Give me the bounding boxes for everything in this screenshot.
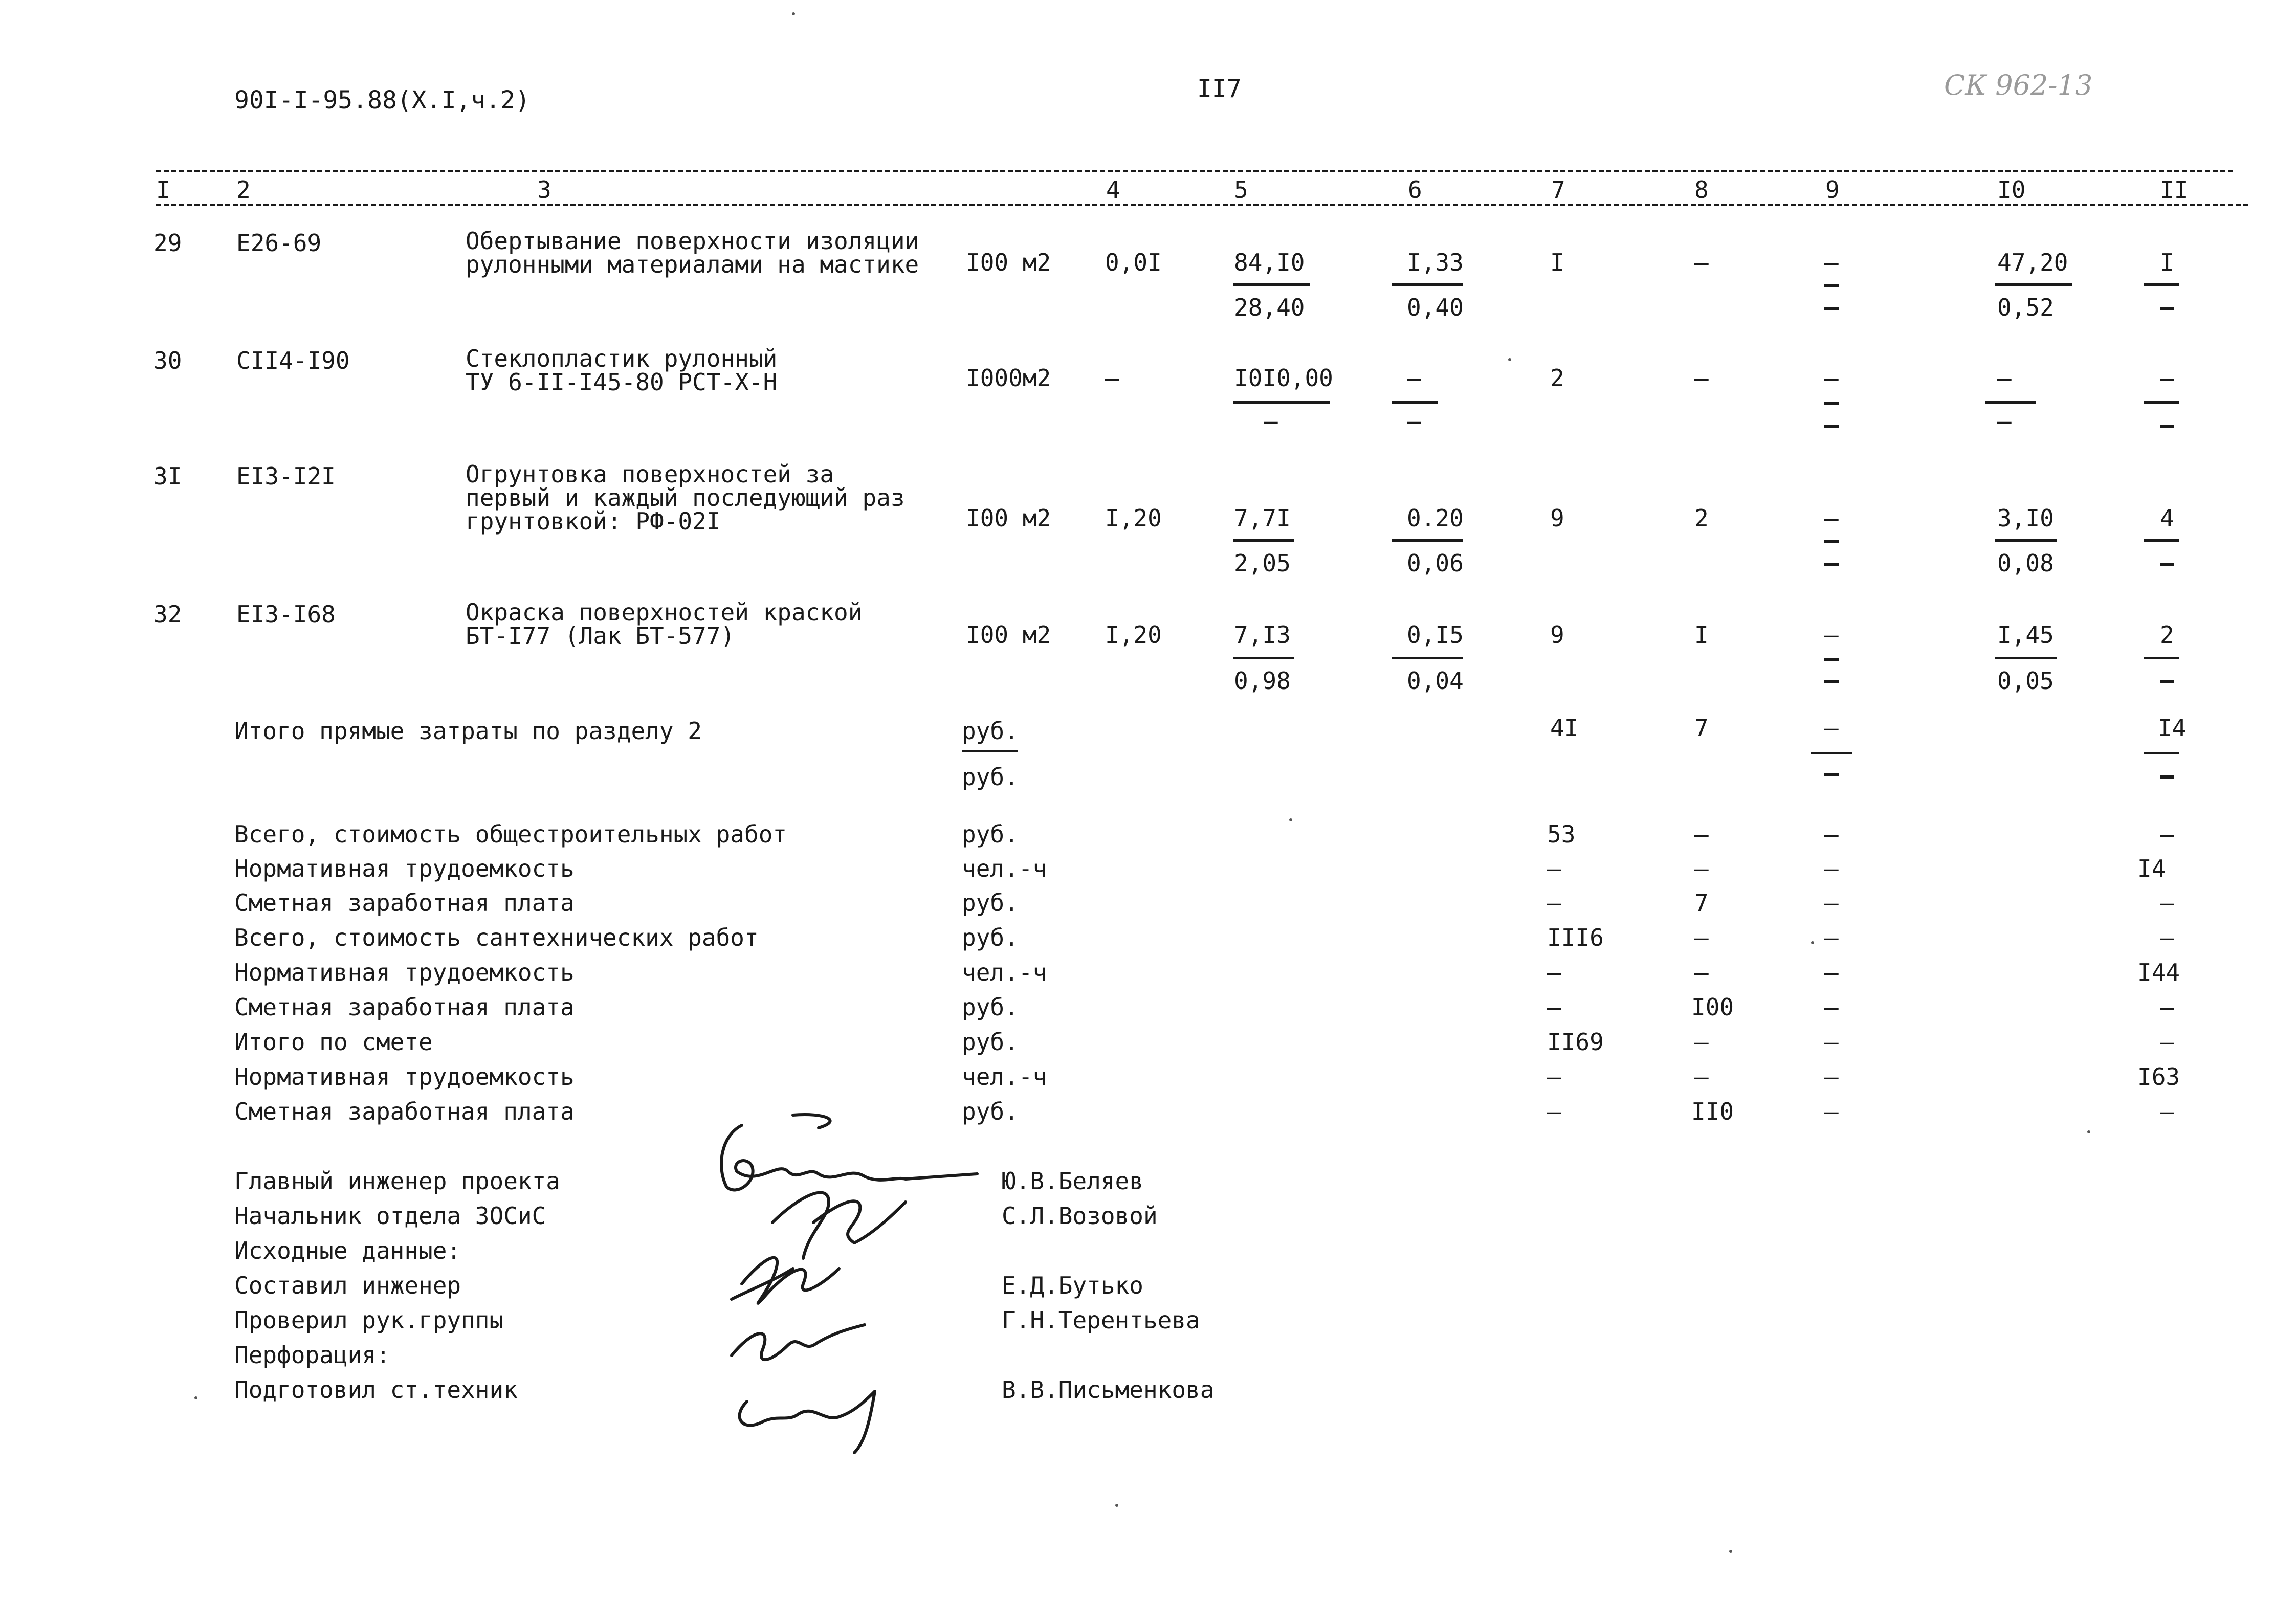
signer-name: С.Л.Возовой <box>1002 1202 1158 1230</box>
summary-unit: чел.-ч <box>962 855 1047 882</box>
signer-name: Г.Н.Терентьева <box>1002 1306 1200 1334</box>
row-number: 3I <box>153 462 182 490</box>
summary-col-9: – <box>1824 1028 1839 1056</box>
total-wage: – <box>1407 407 1421 435</box>
summary-label: Всего, стоимость общестроительных работ <box>234 820 787 848</box>
page-number: II7 <box>1197 75 1242 103</box>
summary-label: Нормативная трудоемкость <box>234 959 575 986</box>
summary-col-8: – <box>1694 1028 1709 1056</box>
document-code: 90I-I-95.88(X.I,ч.2) <box>234 86 530 115</box>
quantity: – <box>1105 364 1119 392</box>
summary-col-11: I4 <box>2137 855 2166 882</box>
summary-col-7: – <box>1547 993 1561 1021</box>
signer-role: Исходные данные: <box>234 1237 461 1264</box>
col-10-top: I,45 <box>1997 621 2054 649</box>
work-description: Обертывание поверхности изоляции рулонными материалами на мастике <box>466 227 919 278</box>
summary-col-8: – <box>1694 924 1709 951</box>
total-wage: 0,04 <box>1407 667 1464 695</box>
archive-stamp: СК 962-13 <box>1944 69 2093 101</box>
rate-code: CII4-I90 <box>236 347 350 374</box>
col-9-value: – <box>1824 621 1839 649</box>
summary-col-7: II69 <box>1547 1028 1604 1056</box>
total-cost: I,33 <box>1407 249 1464 276</box>
summary-label: Сметная заработная плата <box>234 889 575 917</box>
summary-label: Всего, стоимость сантехнических работ <box>234 924 759 951</box>
summary-unit: чел.-ч <box>962 1063 1047 1091</box>
section-total-col-8: 7 <box>1694 714 1709 742</box>
summary-unit: руб. <box>962 820 1019 848</box>
col-10-bottom: – <box>1997 407 2012 435</box>
row-number: 30 <box>153 347 182 374</box>
summary-col-11: – <box>2160 1098 2174 1125</box>
unit-wage: 0,98 <box>1234 667 1291 695</box>
signer-role: Перфорация: <box>234 1341 390 1369</box>
column-header-5: 5 <box>1234 176 1248 204</box>
section-total-col-9: – <box>1824 714 1839 742</box>
header-top-rule <box>156 170 2233 172</box>
summary-label: Сметная заработная плата <box>234 1098 575 1125</box>
col-10-top: 47,20 <box>1997 249 2068 276</box>
col-11-value: – <box>2160 364 2174 392</box>
summary-col-11: I44 <box>2137 959 2180 986</box>
summary-col-8: – <box>1694 1063 1709 1091</box>
signer-role: Подготовил ст.техник <box>234 1376 518 1404</box>
signer-role: Главный инженер проекта <box>234 1167 560 1195</box>
col-9-value: – <box>1824 504 1839 532</box>
summary-col-7: 53 <box>1547 820 1576 848</box>
work-description: Стеклопластик рулонный ТУ 6-II-I45-80 РСТ-Х-Н <box>466 345 778 396</box>
quantity: 0,0I <box>1105 249 1162 276</box>
summary-col-9: – <box>1824 820 1839 848</box>
column-header-4: 4 <box>1106 176 1120 204</box>
summary-col-7: – <box>1547 1063 1561 1091</box>
summary-unit: руб. <box>962 1028 1019 1056</box>
summary-col-8: II0 <box>1691 1098 1734 1125</box>
column-header-2: 2 <box>236 176 251 204</box>
unit-cost: 7,I3 <box>1234 621 1291 649</box>
signer-name: Е.Д.Бутько <box>1002 1272 1143 1299</box>
unit: I00 м2 <box>966 249 1051 276</box>
summary-col-9: – <box>1824 924 1839 951</box>
col-10-bottom: 0,05 <box>1997 667 2054 695</box>
summary-col-8: I00 <box>1691 993 1734 1021</box>
section-total-col-11: I4 <box>2158 714 2187 742</box>
col-8-value: – <box>1694 249 1709 276</box>
col-7-value: 9 <box>1550 621 1564 649</box>
section-total-unit: руб. <box>962 717 1019 745</box>
col-9-value: – <box>1824 364 1839 392</box>
summary-label: Сметная заработная плата <box>234 993 575 1021</box>
summary-label: Итого по смете <box>234 1028 433 1056</box>
col-10-top: – <box>1997 364 2012 392</box>
section-total-label: Итого прямые затраты по разделу 2 <box>234 717 702 745</box>
summary-col-8: – <box>1694 855 1709 882</box>
summary-label: Нормативная трудоемкость <box>234 855 575 882</box>
col-11-value: 2 <box>2160 621 2174 649</box>
col-8-value: I <box>1694 621 1709 649</box>
row-number: 32 <box>153 601 182 628</box>
column-header-3: 3 <box>537 176 551 204</box>
summary-col-11: – <box>2160 924 2174 951</box>
work-description: Окраска поверхностей краской БТ-I77 (Лак БТ-577) <box>466 598 863 650</box>
summary-col-9: – <box>1824 993 1839 1021</box>
summary-col-11: – <box>2160 993 2174 1021</box>
summary-col-11: – <box>2160 820 2174 848</box>
total-wage: 0,06 <box>1407 549 1464 577</box>
rate-code: E26-69 <box>236 229 322 257</box>
summary-col-9: – <box>1824 889 1839 917</box>
summary-col-8: – <box>1694 959 1709 986</box>
summary-col-11: – <box>2160 889 2174 917</box>
row-number: 29 <box>153 229 182 257</box>
summary-col-7: III6 <box>1547 924 1604 951</box>
total-cost: 0.20 <box>1407 504 1464 532</box>
unit-wage: – <box>1264 407 1278 435</box>
unit-cost: 84,I0 <box>1234 249 1305 276</box>
quantity: I,20 <box>1105 621 1162 649</box>
col-8-value: – <box>1694 364 1709 392</box>
summary-col-8: – <box>1694 820 1709 848</box>
summary-col-8: 7 <box>1694 889 1709 917</box>
col-7-value: 9 <box>1550 504 1564 532</box>
column-header-7: 7 <box>1551 176 1565 204</box>
summary-unit: руб. <box>962 993 1019 1021</box>
col-11-value: I <box>2160 249 2174 276</box>
rate-code: EI3-I68 <box>236 601 336 628</box>
summary-col-9: – <box>1824 855 1839 882</box>
column-header-11: II <box>2160 176 2189 204</box>
signature-mark <box>711 1115 998 1538</box>
col-9-value: – <box>1824 249 1839 276</box>
signer-name: В.В.Письменкова <box>1002 1376 1215 1404</box>
summary-unit: чел.-ч <box>962 959 1047 986</box>
summary-col-11: I63 <box>2137 1063 2180 1091</box>
unit: I00 м2 <box>966 504 1051 532</box>
column-header-10: I0 <box>1997 176 2026 204</box>
unit-wage: 28,40 <box>1234 294 1305 321</box>
column-header-8: 8 <box>1694 176 1709 204</box>
signer-role: Составил инженер <box>234 1272 461 1299</box>
unit: I00 м2 <box>966 621 1051 649</box>
summary-unit: руб. <box>962 1098 1019 1125</box>
col-7-value: I <box>1550 249 1564 276</box>
total-cost: – <box>1407 364 1421 392</box>
work-description: Огрунтовка поверхностей за первый и каждый последующий раз грунтовкой: РФ-02I <box>466 460 905 535</box>
col-11-value: 4 <box>2160 504 2174 532</box>
total-cost: 0,I5 <box>1407 621 1464 649</box>
column-header-1: I <box>156 176 170 204</box>
signer-role: Проверил рук.группы <box>234 1306 504 1334</box>
col-10-bottom: 0,52 <box>1997 294 2054 321</box>
unit-cost: 7,7I <box>1234 504 1291 532</box>
summary-col-7: – <box>1547 889 1561 917</box>
unit: I000м2 <box>966 364 1051 392</box>
unit-wage: 2,05 <box>1234 549 1291 577</box>
col-8-value: 2 <box>1694 504 1709 532</box>
col-10-top: 3,I0 <box>1997 504 2054 532</box>
summary-col-11: – <box>2160 1028 2174 1056</box>
section-total-unit-2: руб. <box>962 763 1019 791</box>
header-bottom-rule <box>156 204 2248 206</box>
summary-col-7: – <box>1547 1098 1561 1125</box>
rate-code: EI3-I2I <box>236 462 336 490</box>
summary-col-9: – <box>1824 1063 1839 1091</box>
section-total-col-7: 4I <box>1550 714 1579 742</box>
signer-name: Ю.В.Беляев <box>1002 1167 1143 1195</box>
quantity: I,20 <box>1105 504 1162 532</box>
summary-col-9: – <box>1824 959 1839 986</box>
summary-label: Нормативная трудоемкость <box>234 1063 575 1091</box>
summary-unit: руб. <box>962 924 1019 951</box>
summary-col-7: – <box>1547 959 1561 986</box>
summary-unit: руб. <box>962 889 1019 917</box>
col-7-value: 2 <box>1550 364 1564 392</box>
total-wage: 0,40 <box>1407 294 1464 321</box>
signer-role: Начальник отдела ЗОСиС <box>234 1202 546 1230</box>
col-10-bottom: 0,08 <box>1997 549 2054 577</box>
summary-col-9: – <box>1824 1098 1839 1125</box>
column-header-6: 6 <box>1408 176 1422 204</box>
summary-col-7: – <box>1547 855 1561 882</box>
unit-cost: I0I0,00 <box>1234 364 1333 392</box>
column-header-9: 9 <box>1825 176 1840 204</box>
